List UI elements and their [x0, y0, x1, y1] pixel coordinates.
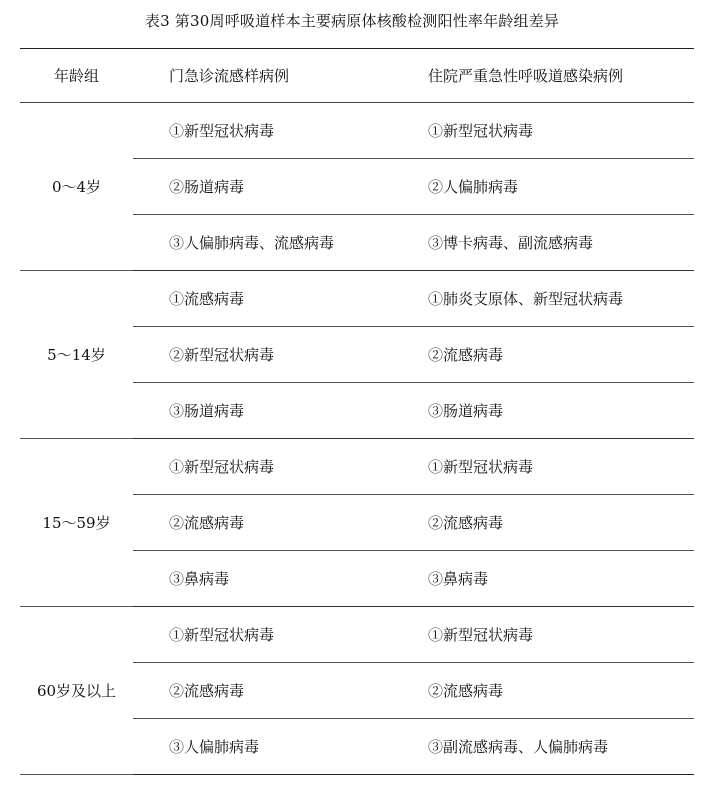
header-outpatient: 门急诊流感样病例: [133, 49, 394, 103]
outpatient-cell: ③鼻病毒: [133, 551, 394, 607]
inpatient-cell: ②流感病毒: [394, 663, 694, 719]
outpatient-cell: ①新型冠状病毒: [133, 439, 394, 495]
inpatient-cell: ③肠道病毒: [394, 383, 694, 439]
inpatient-cell: ②流感病毒: [394, 327, 694, 383]
age-group-cell: 60岁及以上: [20, 607, 133, 775]
outpatient-cell: ②肠道病毒: [133, 159, 394, 215]
inpatient-cell: ①新型冠状病毒: [394, 607, 694, 663]
inpatient-cell: ③鼻病毒: [394, 551, 694, 607]
table-row: [20, 607, 694, 663]
age-group-cell: 15～59岁: [20, 439, 133, 607]
table-body: [20, 103, 694, 775]
header-row: [20, 49, 694, 103]
inpatient-cell: ③副流感病毒、人偏肺病毒: [394, 719, 694, 775]
age-group-cell: 5～14岁: [20, 271, 133, 439]
inpatient-cell: ①新型冠状病毒: [394, 103, 694, 159]
outpatient-cell: ②流感病毒: [133, 663, 394, 719]
inpatient-cell: ②流感病毒: [394, 495, 694, 551]
outpatient-cell: ①新型冠状病毒: [133, 607, 394, 663]
age-group-cell: 0～4岁: [20, 103, 133, 271]
outpatient-cell: ③人偏肺病毒: [133, 719, 394, 775]
outpatient-cell: ②流感病毒: [133, 495, 394, 551]
outpatient-cell: ③肠道病毒: [133, 383, 394, 439]
outpatient-cell: ①流感病毒: [133, 271, 394, 327]
table-row: [20, 271, 694, 327]
pathogen-table: [20, 48, 694, 775]
table-row: [20, 439, 694, 495]
header-inpatient: 住院严重急性呼吸道感染病例: [394, 49, 694, 103]
inpatient-cell: ②人偏肺病毒: [394, 159, 694, 215]
table-title: 表3 第30周呼吸道样本主要病原体核酸检测阳性率年龄组差异: [144, 12, 560, 30]
outpatient-cell: ②新型冠状病毒: [133, 327, 394, 383]
inpatient-cell: ③博卡病毒、副流感病毒: [394, 215, 694, 271]
table-row: [20, 103, 694, 159]
outpatient-cell: ①新型冠状病毒: [133, 103, 394, 159]
inpatient-cell: ①肺炎支原体、新型冠状病毒: [394, 271, 694, 327]
header-age-group: 年龄组: [20, 49, 133, 103]
inpatient-cell: ①新型冠状病毒: [394, 439, 694, 495]
outpatient-cell: ③人偏肺病毒、流感病毒: [133, 215, 394, 271]
table-header: [20, 49, 694, 103]
